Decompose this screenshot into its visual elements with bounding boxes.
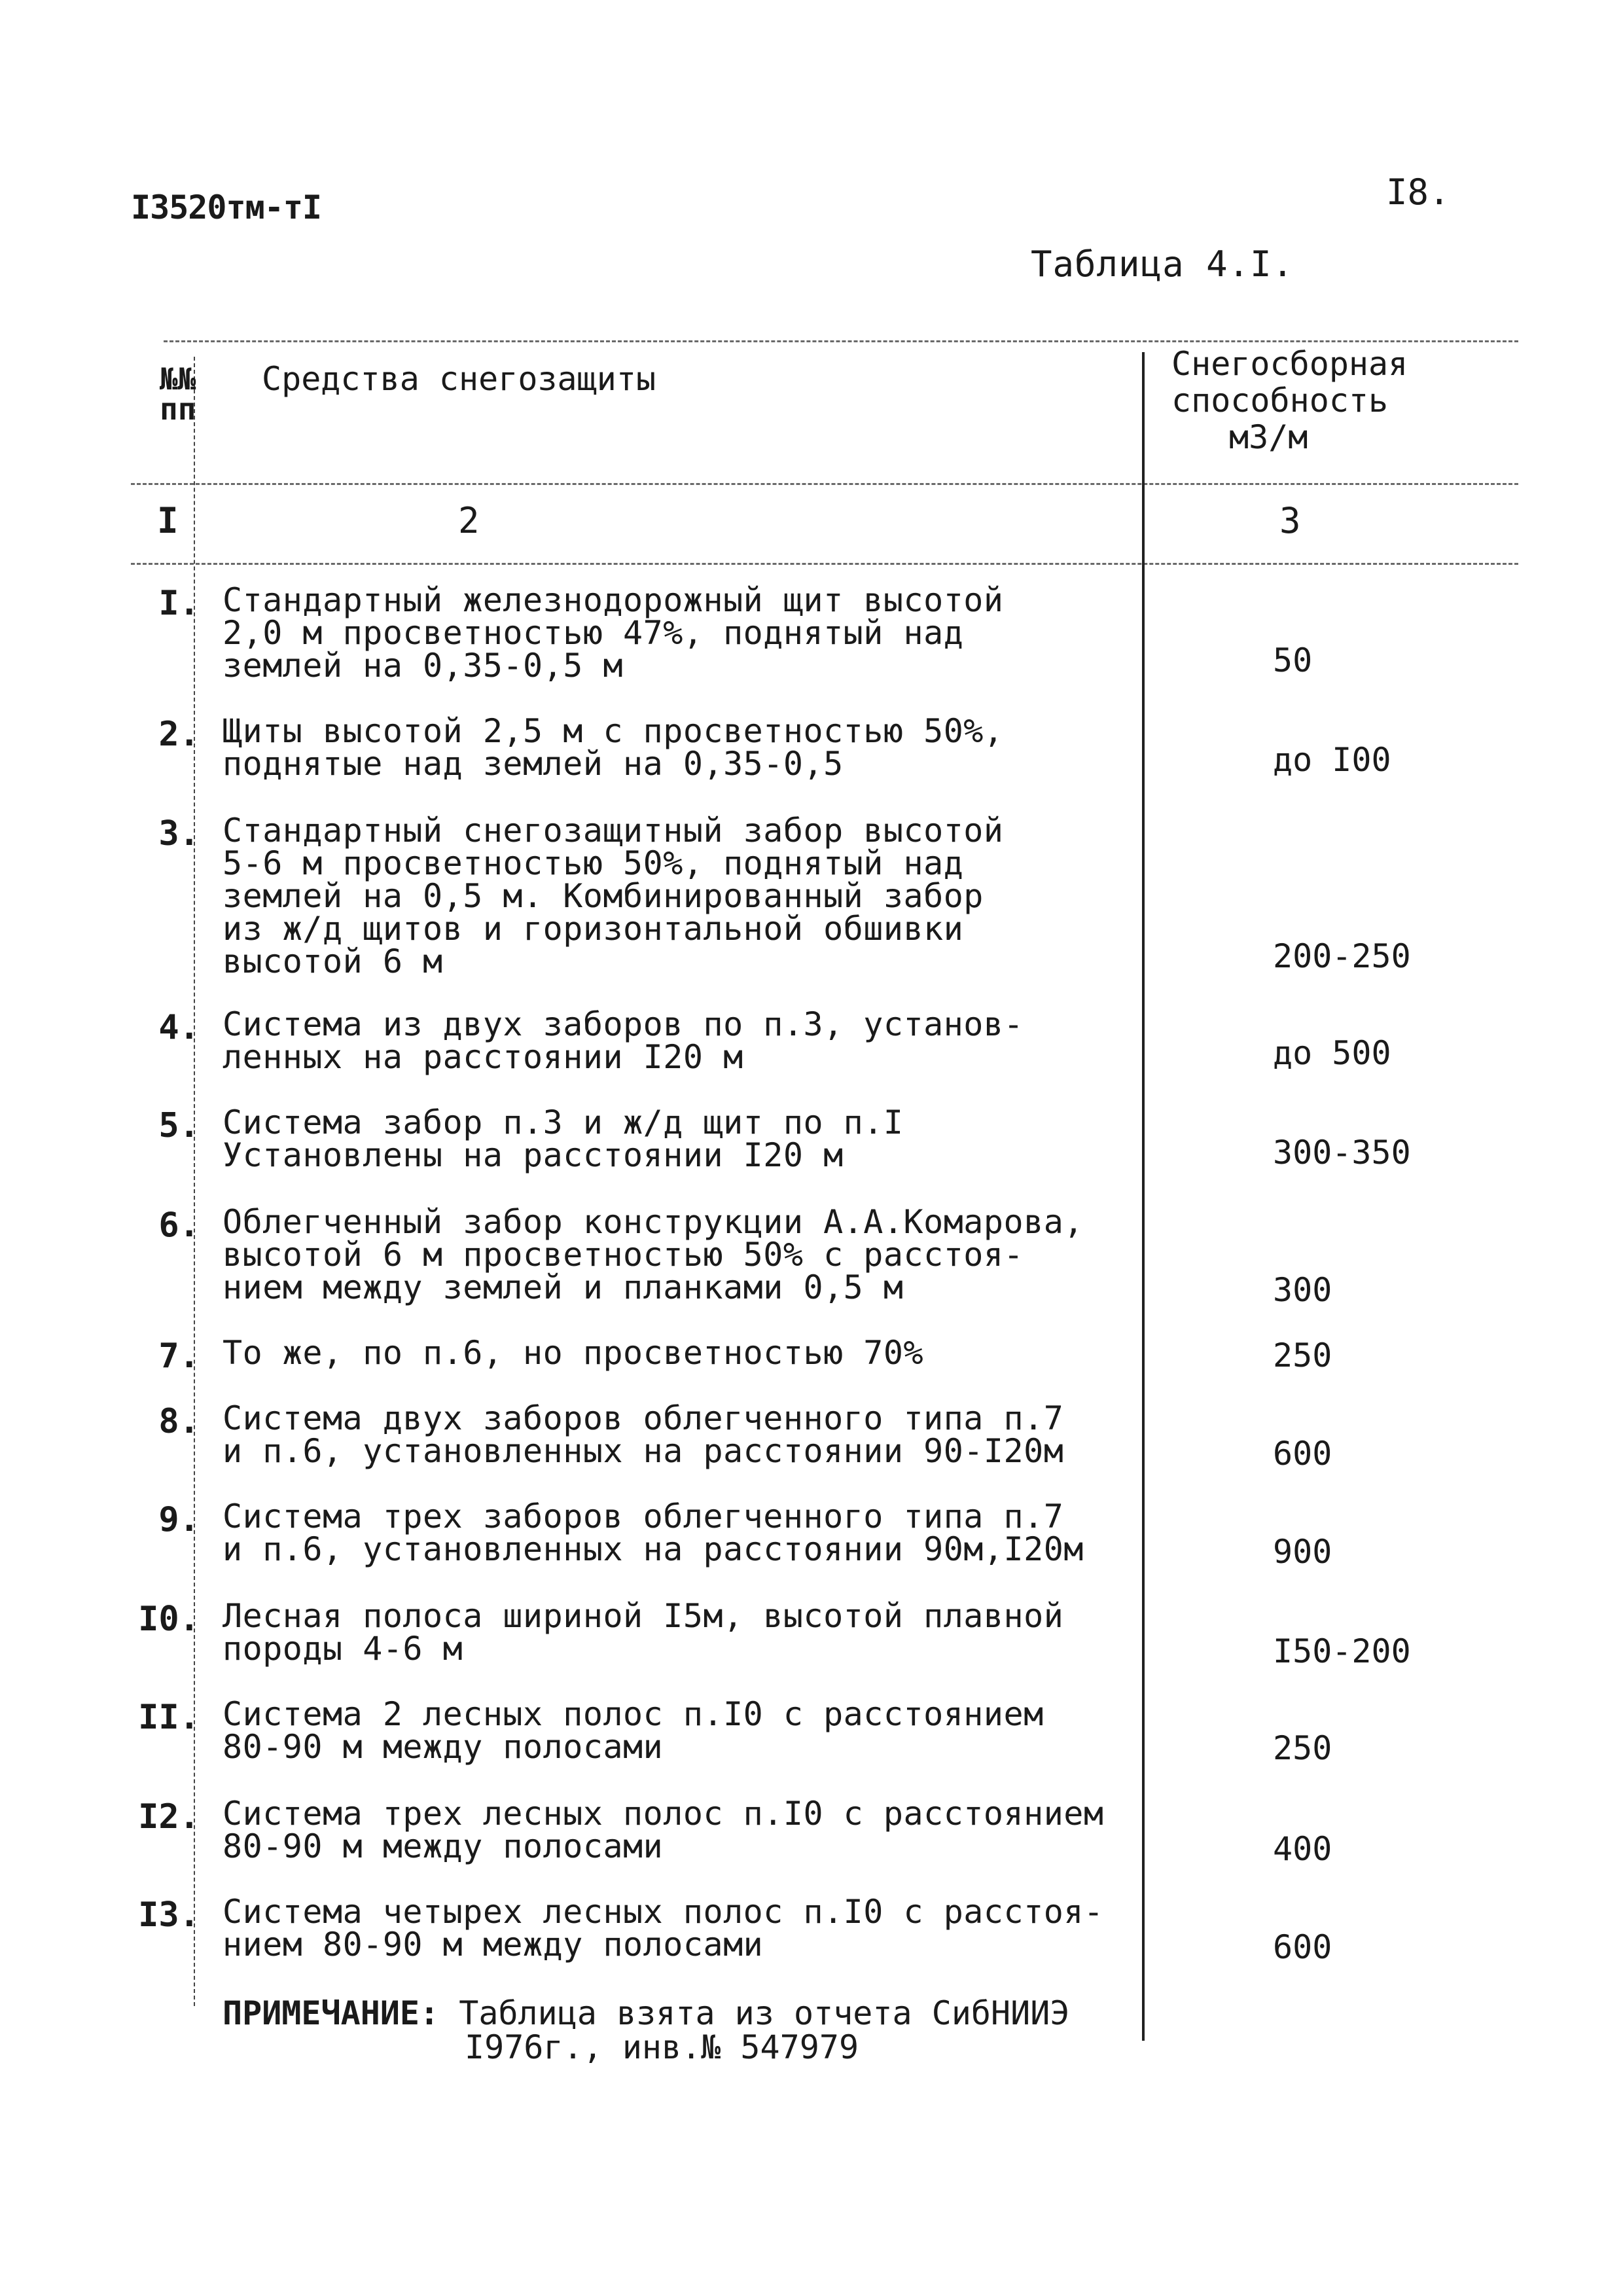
row-capacity: 50 <box>1273 641 1313 679</box>
row-capacity: 600 <box>1273 1928 1332 1966</box>
row-number: 6. <box>158 1206 200 1245</box>
row-number: I3. <box>138 1895 200 1935</box>
row-capacity: 400 <box>1273 1830 1332 1868</box>
row-line: ленных на расстоянии I20 м <box>223 1038 743 1076</box>
head-number-cell <box>160 361 212 427</box>
note-text-2: I976г., инв.№ 547979 <box>465 2028 859 2066</box>
document-code: I3520тм-тI <box>131 188 322 226</box>
row-line: То же, по п.6, но просветностью 70% <box>223 1334 924 1372</box>
row-capacity: до 500 <box>1273 1034 1391 1072</box>
note-line-1 <box>223 1996 1069 2030</box>
row-line: Облегченный забор конструкции А.А.Комарова, <box>223 1203 1084 1241</box>
row-number: 2. <box>158 715 200 754</box>
row-capacity: 600 <box>1273 1435 1332 1473</box>
row-description <box>223 581 1139 685</box>
row-line: Система трех заборов облегченного типа п.7 <box>223 1498 1064 1535</box>
column-number-3: 3 <box>1279 500 1301 541</box>
head-capacity-cell <box>1171 346 1459 456</box>
row-line: Система 2 лесных полос п.I0 с расстоянием <box>223 1695 1044 1733</box>
row-line: и п.6, установленных на расстоянии 90-I20м <box>223 1432 1064 1470</box>
row-line: Щиты высотой 2,5 м с просветностью 50%, <box>223 712 1004 750</box>
row-number: 5. <box>158 1106 200 1145</box>
row-line: землей на 0,5 м. Комбинированный забор <box>223 877 984 915</box>
row-capacity: 300 <box>1273 1271 1332 1309</box>
column-number-rule <box>131 563 1518 565</box>
row-description <box>223 1334 1139 1372</box>
page-number: I8. <box>1386 171 1450 213</box>
row-line: Стандартный снегозащитный забор высотой <box>223 812 1004 850</box>
row-line: и п.6, установленных на расстоянии 90м,I20м <box>223 1530 1084 1568</box>
row-line: из ж/д щитов и горизонтальной обшивки <box>223 910 964 948</box>
row-line: 2,0 м просветностью 47%, поднятый над <box>223 614 964 652</box>
row-line: Установлены на расстоянии I20 м <box>223 1136 844 1174</box>
head-capacity-line1: Снегосборная <box>1171 345 1408 383</box>
row-description <box>223 1893 1139 1964</box>
row-description <box>223 1399 1139 1470</box>
row-number: 3. <box>158 814 200 853</box>
column-number-2: 2 <box>458 500 480 541</box>
row-line: 80-90 м между полосами <box>223 1728 664 1766</box>
row-line: Лесная полоса шириной I5м, высотой плавной <box>223 1597 1064 1635</box>
row-line: высотой 6 м <box>223 942 443 980</box>
row-description <box>223 1103 1139 1174</box>
row-number: 4. <box>158 1008 200 1047</box>
row-description <box>223 712 1139 783</box>
row-line: высотой 6 м просветностью 50% с расстоя- <box>223 1236 1024 1274</box>
head-means-cell: Средства снегозащиты <box>262 360 656 398</box>
row-capacity: I50-200 <box>1273 1632 1411 1670</box>
row-line: Система четырех лесных полос п.I0 с расстоя- <box>223 1893 1104 1931</box>
table-head-rule <box>131 483 1518 485</box>
row-line: поднятые над землей на 0,35-0,5 <box>223 745 844 783</box>
head-number-line2: пп <box>160 391 196 427</box>
row-number: 9. <box>158 1500 200 1539</box>
row-line: Система двух заборов облегченного типа п.7 <box>223 1399 1064 1437</box>
row-description <box>223 1005 1139 1076</box>
row-description <box>223 1203 1139 1306</box>
row-capacity: 300-350 <box>1273 1134 1411 1172</box>
row-description <box>223 1597 1139 1668</box>
column-divider <box>1142 352 1145 2041</box>
table-note <box>223 1996 1069 2064</box>
row-line: нием 80-90 м между полосами <box>223 1926 764 1964</box>
row-description <box>223 1500 1139 1566</box>
row-description <box>223 1797 1139 1863</box>
row-line: 5-6 м просветностью 50%, поднятый над <box>223 844 964 882</box>
row-number: I0. <box>138 1600 200 1639</box>
row-capacity: 250 <box>1273 1336 1332 1374</box>
table-title: Таблица 4.I. <box>1031 243 1294 285</box>
row-line: породы 4-6 м <box>223 1630 463 1668</box>
row-line: землей на 0,35-0,5 м <box>223 647 624 685</box>
row-capacity: до I00 <box>1273 741 1391 779</box>
row-capacity: 900 <box>1273 1533 1332 1571</box>
head-capacity-line3: м3/м <box>1229 418 1308 456</box>
head-number-line1: №№ <box>160 361 196 397</box>
row-line: нием между землей и планками 0,5 м <box>223 1268 904 1306</box>
row-number: I. <box>158 584 200 623</box>
row-description <box>223 1695 1139 1766</box>
row-capacity: 200-250 <box>1273 937 1411 975</box>
note-label: ПРИМЕЧАНИЕ: <box>223 1994 440 2032</box>
row-line: Система из двух заборов по п.3, установ- <box>223 1005 1024 1043</box>
row-number: 8. <box>158 1402 200 1441</box>
column-number-1: I <box>157 500 179 541</box>
table-top-rule <box>164 340 1518 342</box>
row-description <box>223 814 1139 978</box>
row-line: 80-90 м между полосами <box>223 1827 664 1865</box>
row-line: Стандартный железнодорожный щит высотой <box>223 581 1004 619</box>
row-line: Система трех лесных полос п.I0 с расстоянием <box>223 1795 1104 1833</box>
head-capacity-line2: способность <box>1171 382 1389 420</box>
row-line: Система забор п.3 и ж/д щит по п.I <box>223 1103 904 1141</box>
row-number: 7. <box>158 1336 200 1376</box>
row-capacity: 250 <box>1273 1729 1332 1767</box>
note-text-1: Таблица взята из отчета СибНИИЭ <box>459 1994 1070 2032</box>
row-number: I2. <box>138 1797 200 1837</box>
row-number: II. <box>138 1698 200 1737</box>
